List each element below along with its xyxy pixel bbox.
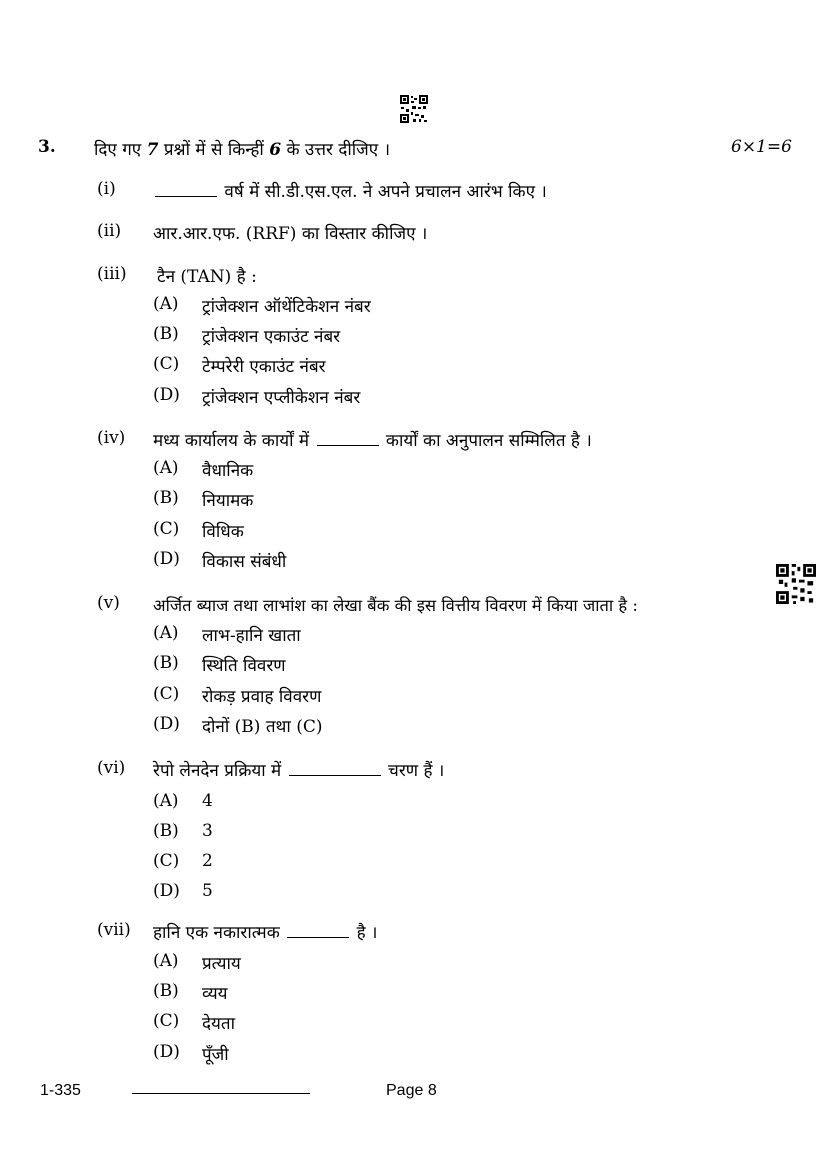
item-iv-after: कार्यों का अनुपालन सम्मिलित है । — [385, 431, 592, 451]
item-iii-option-text: ट्रांजेक्शन एकाउंट नंबर — [202, 327, 341, 347]
item-v-option-text: दोनों (B) तथा (C) — [202, 717, 323, 737]
item-vii-label: (vii) — [97, 920, 131, 940]
item-v-option-text: स्थिति विवरण — [202, 656, 286, 676]
item-iv-option-text: नियामक — [202, 491, 254, 511]
item-iv-text — [153, 428, 592, 451]
item-iii-option-key: (A) — [153, 294, 179, 314]
item-iii-option-text: ट्रांजेक्शन एप्लीकेशन नंबर — [202, 388, 361, 408]
item-vii-option-text: प्रत्याय — [202, 954, 241, 974]
fill-blank — [289, 761, 381, 776]
fill-blank — [155, 182, 217, 197]
item-ii-label: (ii) — [97, 221, 122, 241]
item-ii-text: आर.आर.एफ. (RRF) का विस्तार कीजिए । — [153, 224, 428, 244]
item-iv-option-key: (C) — [153, 519, 180, 539]
instruction-pre: दिए गए — [94, 140, 142, 160]
item-iv-option-key: (D) — [153, 549, 180, 569]
item-iv-option-key: (B) — [153, 488, 179, 508]
item-vii-after: है । — [356, 923, 378, 943]
question-marks: 6×1=6 — [731, 137, 792, 157]
item-iii-option-key: (B) — [153, 324, 179, 344]
item-v-label: (v) — [97, 593, 120, 613]
item-iii-option-key: (D) — [153, 385, 180, 405]
item-vi-option-text: 4 — [202, 791, 213, 811]
item-vi-before: रेपो लेनदेन प्रक्रिया में — [153, 761, 282, 781]
item-vii-before: हानि एक नकारात्मक — [153, 923, 280, 943]
item-vi-option-key: (A) — [153, 791, 179, 811]
item-vi-after: चरण हैं । — [388, 761, 445, 781]
paper-code: 1-335 — [40, 1082, 81, 1099]
instruction-mid: प्रश्नों में से किन्हीं — [163, 140, 264, 160]
top-qr-code — [400, 95, 428, 123]
item-vii-option-text: देयता — [202, 1014, 235, 1034]
side-qr-code — [776, 564, 816, 604]
item-vi-label: (vi) — [97, 758, 126, 778]
item-iii-option-key: (C) — [153, 354, 180, 374]
item-vii-option-text: पूँजी — [202, 1045, 229, 1065]
question-instruction — [94, 137, 390, 160]
item-iv-option-key: (A) — [153, 458, 179, 478]
fill-blank — [287, 923, 349, 938]
item-iii-text: टैन (TAN) है : — [157, 267, 257, 287]
item-iii-option-text: ट्रांजेक्शन ऑथेंटिकेशन नंबर — [202, 297, 371, 317]
instruction-number-total: 7 — [146, 140, 159, 160]
item-vii-option-text: व्यय — [202, 984, 228, 1004]
page-number: Page 8 — [386, 1082, 437, 1099]
item-v-option-text: रोकड़ प्रवाह विवरण — [202, 687, 322, 707]
item-iv-label: (iv) — [97, 428, 126, 448]
item-vi-option-key: (D) — [153, 881, 180, 901]
item-vii-option-key: (A) — [153, 951, 179, 971]
item-iv-before: मध्य कार्यालय के कार्यों में — [153, 431, 310, 451]
item-vii-option-key: (C) — [153, 1011, 180, 1031]
item-vi-option-text: 2 — [202, 851, 213, 871]
item-v-option-text: लाभ-हानि खाता — [202, 626, 301, 646]
item-vi-option-text: 5 — [202, 881, 213, 901]
instruction-number-attempt: 6 — [269, 140, 282, 160]
item-iii-label: (iii) — [97, 264, 127, 284]
item-i-label: (i) — [97, 179, 116, 199]
item-v-option-key: (A) — [153, 623, 179, 643]
question-number: 3. — [38, 137, 56, 157]
item-v-option-key: (B) — [153, 653, 179, 673]
instruction-post: के उत्तर दीजिए । — [286, 140, 391, 160]
fill-blank — [317, 431, 379, 446]
item-v-text: अर्जित ब्याज तथा लाभांश का लेखा बैंक की इस वित्तीय विवरण में किया जाता है : — [153, 596, 638, 615]
item-vii-option-key: (D) — [153, 1042, 180, 1062]
item-vii-option-key: (B) — [153, 981, 179, 1001]
item-iv-option-text: विकास संबंधी — [202, 552, 287, 572]
item-vii-text — [153, 920, 377, 943]
item-vi-text — [153, 758, 444, 781]
footer-rule — [132, 1093, 310, 1094]
item-vi-option-key: (B) — [153, 821, 179, 841]
item-iii-option-text: टेम्परेरी एकाउंट नंबर — [202, 357, 326, 377]
item-vi-option-text: 3 — [202, 821, 213, 841]
item-i-text — [153, 179, 547, 202]
item-v-option-key: (C) — [153, 684, 180, 704]
item-v-option-key: (D) — [153, 714, 180, 734]
item-i-after: वर्ष में सी.डी.एस.एल. ने अपने प्रचालन आरंभ किए । — [224, 182, 547, 202]
item-iv-option-text: विधिक — [202, 522, 244, 542]
item-iv-option-text: वैधानिक — [202, 461, 254, 481]
item-vi-option-key: (C) — [153, 851, 180, 871]
